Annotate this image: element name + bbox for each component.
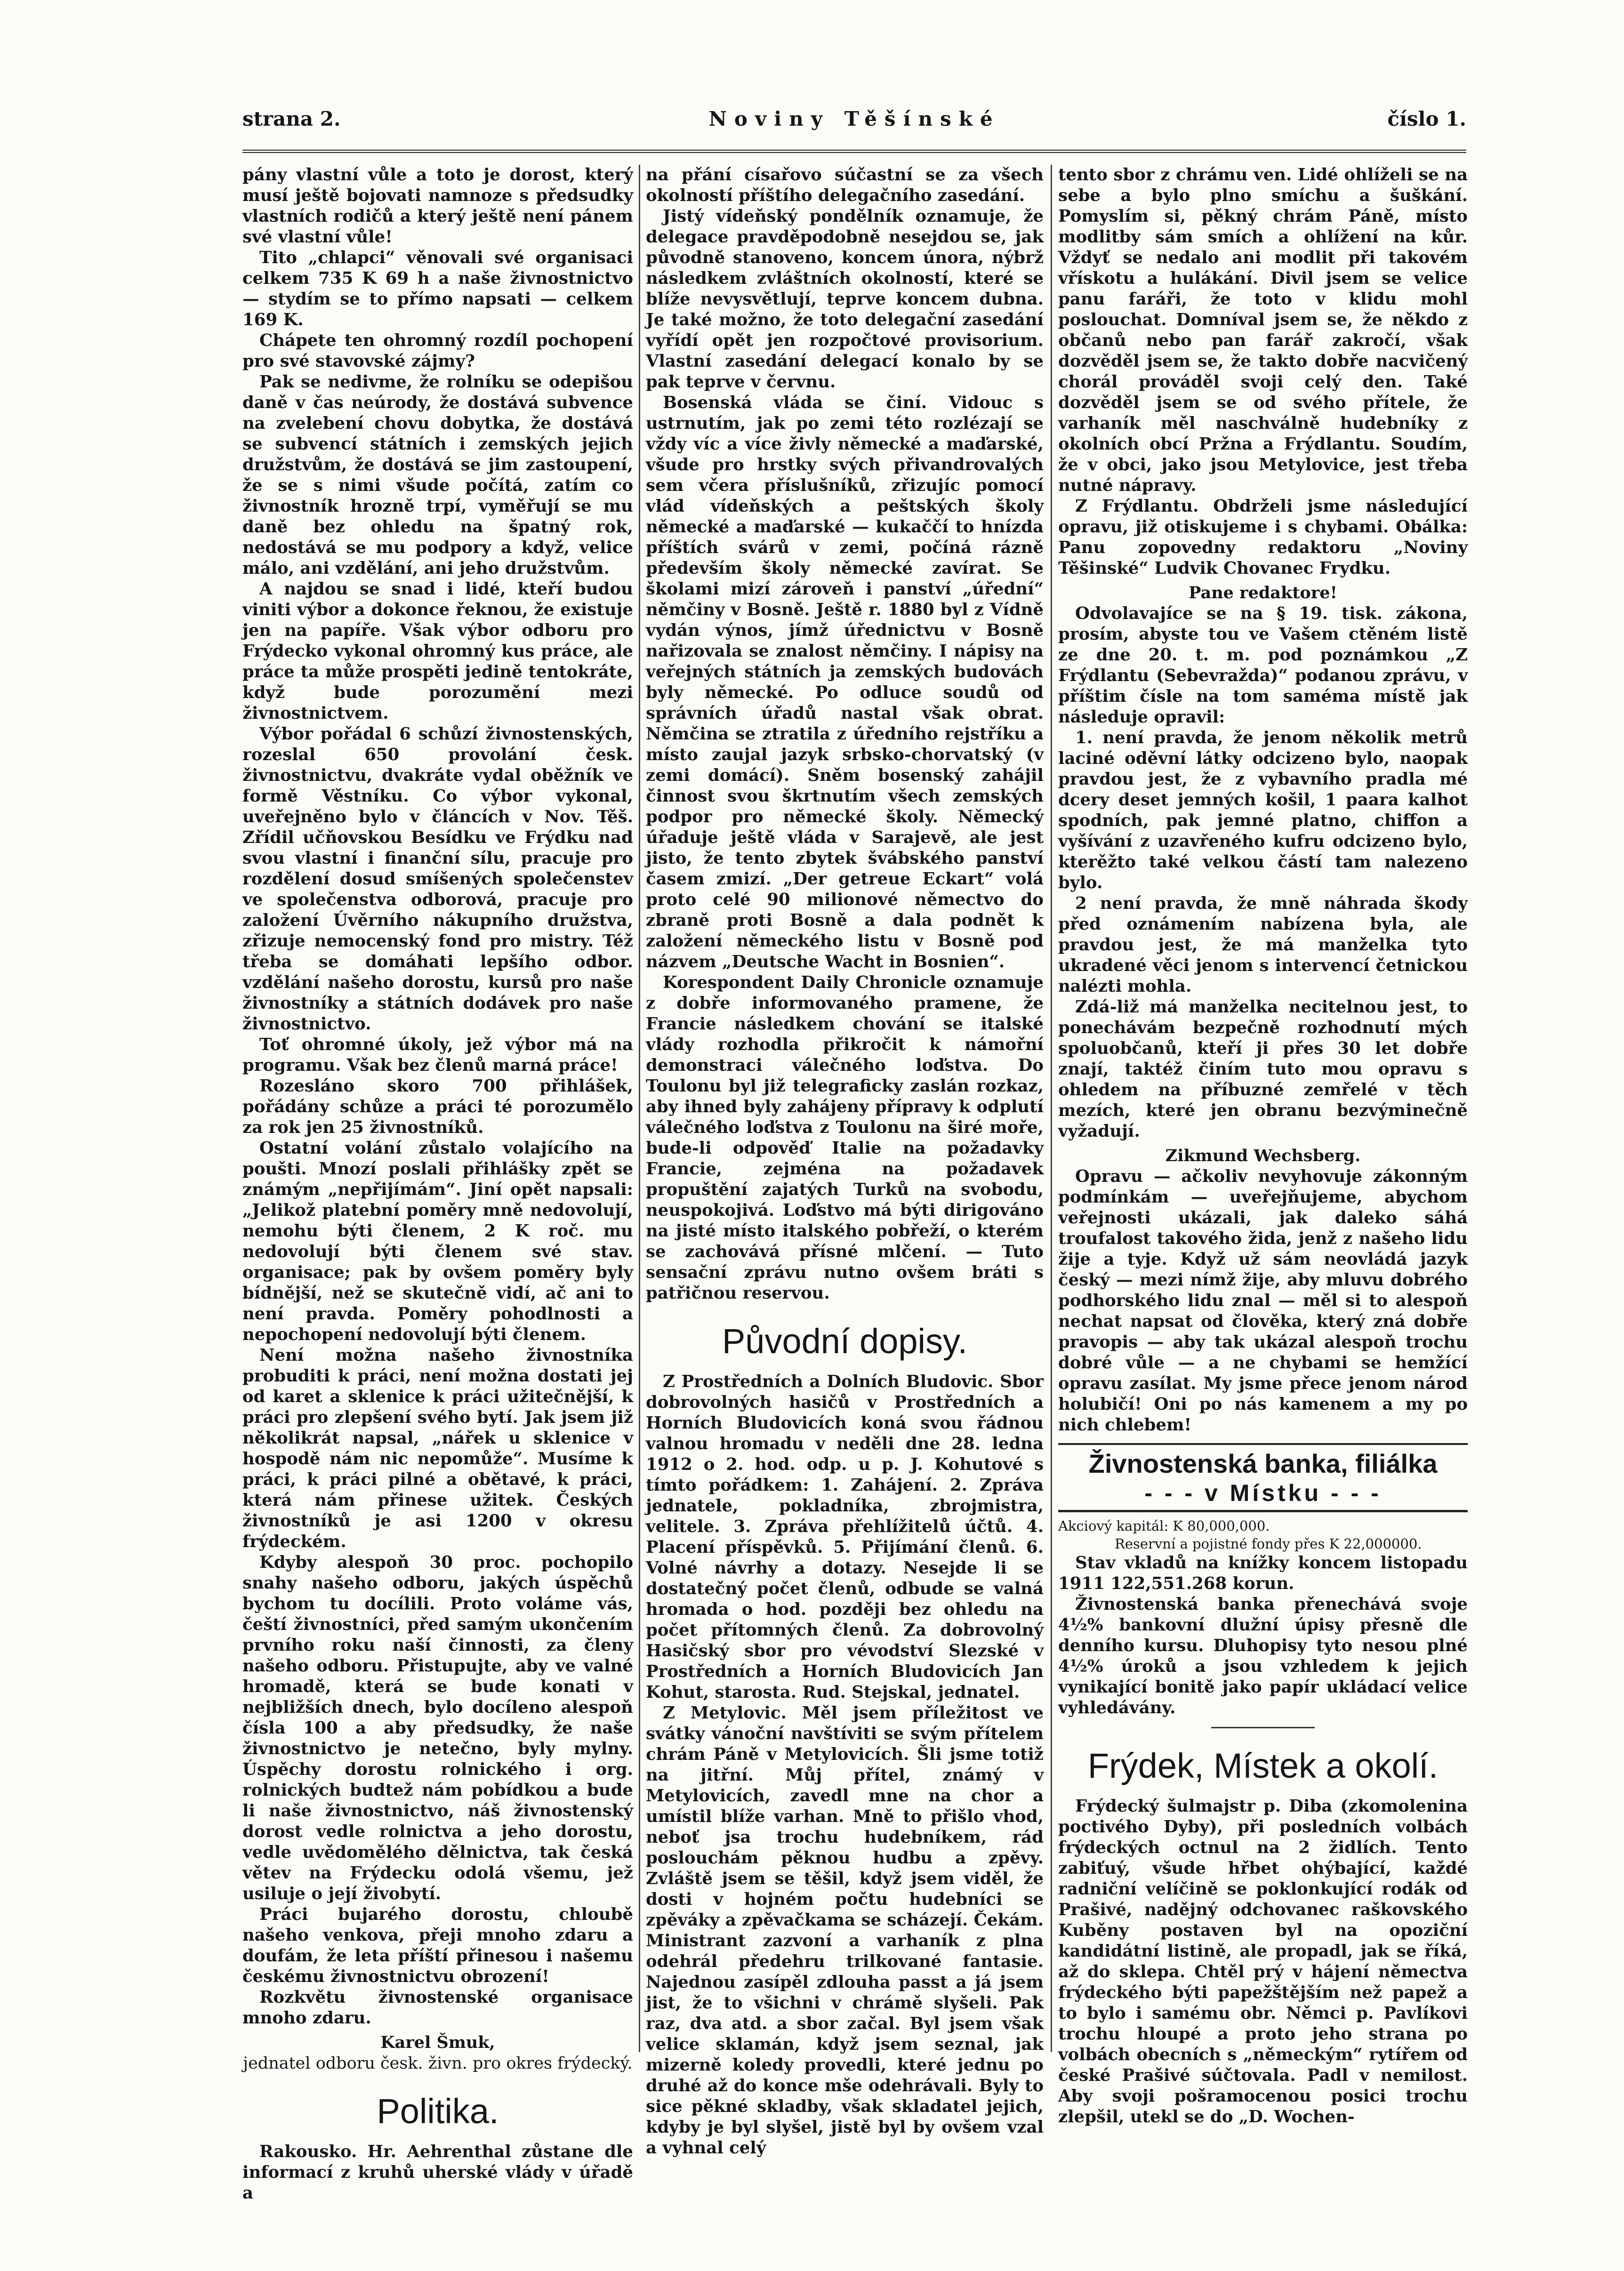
page-number: strana 2. bbox=[242, 107, 341, 130]
paragraph: Tito „chlapci“ věnovali své organisaci celkem 735 K 69 h a naše živnostnictvo — stydím se to přímo napsati — celkem 169 K. bbox=[242, 248, 633, 329]
paragraph: Zdá-liž má manželka necitelnou jest, to ponechávám bezpečně rozhodnutí mých spoluobčanů, kteří ji přes 30 let dobře znají, taktéž činím tuto mou opravu s ohledem na příbuzné zemřelé v těch mezích, které jen obranu bezvýminečně vyžadují. bbox=[1058, 997, 1468, 1141]
paragraph: tento sbor z chrámu ven. Lidé ohlíželi se na sebe a bylo plno smíchu a šuškání. Pomyslím si, pěkný chrám Páně, místo modlitby sám smích a ohlížení na kůr. Vždyť se nedalo ani modlit při takovém vřískotu a hulákání. Divil jsem se velice panu faráři, že toto v klidu mohl poslouchat. Domníval jsem se, že někdo z občanů nebo pan farář zakročí, však dozvěděl jsem se, že takto dobře nacvičený chorál prováděl svoji celý den. Také dozvěděl jsem se od svého přítele, že varhaník měl naschválně hudebníky z okolních obcí Pržna a Frýdlantu. Soudím, že v obci, jako jsou Metylovice, jest třeba nutné nápravy. bbox=[1058, 165, 1468, 495]
paragraph: pány vlastní vůle a toto je dorost, který musí ještě bojovati namnoze s předsudky vlastních rodičů a který ještě není pánem své vlastní vůle! bbox=[242, 165, 633, 247]
page-header bbox=[242, 107, 1466, 145]
author-role: jednatel odboru česk. živn. pro okres frýdecký. bbox=[243, 2054, 633, 2073]
section-divider bbox=[1211, 1727, 1315, 1728]
section-heading-puvodni-dopisy: Původní dopisy. bbox=[722, 1322, 968, 1361]
paragraph: Z Frýdlantu. Obdrželi jsme následující opravu, již otiskujeme i s chybami. Obálka: Panu zopovedny redaktoru „Noviny Těšinské“ Ludvik Chovanec Frydku. bbox=[1058, 497, 1468, 578]
header-rule bbox=[242, 150, 1466, 153]
paragraph: Chápete ten ohromný rozdíl pochopení pro své stavovské zájmy? bbox=[242, 331, 633, 371]
section-heading-politika: Politika. bbox=[377, 2092, 499, 2131]
newspaper-title: Noviny Těšínské bbox=[708, 107, 1000, 130]
paragraph: Bosenská vláda se činí. Vidouc s ustrnutím, jak po zemi této rozlézají se vždy víc a více živly německé a maďarské, všude pro hrstky svých přivandrovalých sem včera příslušníků, zřizujíc pomocí vlád vídeňských a peštských školy německé a maďarské — kukaččí to hnízda příštích svárů v zemi, počíná rázně především školy německé zavírat. Se školami mizí zároveň i panství „úřední“ němčiny v Bosně. Ještě r. 1880 byl z Vídně vydán výnos, jímž úřednictvu v Bosně nařizovala se znalost němčiny. I nápisy na veřejných státních ja zemských budovách byly německé. Po odluce soudů od správních úřadů nastal však obrat. Němčina se ztratila z úředního rejstříku a místo zaujal jazyk srbsko-chorvatský (v zemi domácí). Sněm bosenský zahájil činnost svou škrtnutím všech zemských podpor pro německé školy. Německý úřaduje ještě vláda v Sarajevě, ale jest jisto, že tento zbytek švábského panství časem zmizí. „Der getreue Eckart“ volá proto celé 90 milionové němectvo do zbraně proti Bosně a dala podnět k založení německého listu v Bosně pod názvem „Deutsche Wacht in Bosnien“. bbox=[646, 393, 1044, 971]
paragraph: Jistý vídeňský pondělník oznamuje, že delegace pravděpodobně nesejdou se, jak původně stanoveno, koncem února, nýbrž následkem zvláštních okolností, které se blíže nevysvětlují, teprve koncem dubna. Je také možno, že toto delegační zasedání vyřídí opět jen rozpočtové provisorium. Vlastní zasedání delegací konalo by se pak teprve v červnu. bbox=[646, 207, 1044, 392]
column-3 bbox=[1058, 165, 1468, 2127]
bank-capital: Akciový kapitál: K 80,000,000. bbox=[1058, 1518, 1270, 1534]
paragraph: Z Metylovic. Měl jsem příležitost ve svátky vánoční navštíviti se svým přítelem chrám Páně v Metylovicích. Šli jsme totiž na jitřní. Můj přítel, známý v Metylovicích, zavedl mne na chor a umístil blíže varhan. Mně to přišlo vhod, neboť jsa trochu hudebníkem, rád poslouchám pěknou hudbu a zpěvy. Zvláště jsem se těšil, když jsem viděl, že dosti v hojném počtu hudebníci se zpěváky a zpěvačkama se scházejí. Čekám. Ministrant zazvoní a varhaník z plna odehrál předehru trilkované fantasie. Najednou zasípěl zdlouha passt a já jsem jist, že to všichni v chrámě slyšeli. Pak raz, dva atd. a sbor začal. Byl jsem však velice sklamán, když jsem seznal, jak mizerně koledy provedli, které jednu po druhé až do konce mše odehrávali. Byly to sice pěkné skladby, však skladatel jejich, kdyby je byl slyšel, jistě byl by ovšem vzal a vyhnal celý bbox=[646, 1703, 1044, 2158]
paragraph: Živnostenská banka přenechává svoje 4½% bankovní dlužní úpisy přesně dle denního kursu. Dluhopisy tyto nesou plné 4½% úroků a jsou vzhledem k jejich vynikající bonitě jako papír ukládací velice vyhledávány. bbox=[1058, 1595, 1468, 1717]
paragraph: Toť ohromné úkoly, jež výbor má na programu. Však bez členů marná práce! bbox=[242, 1035, 633, 1075]
paragraph: na přání císařovo súčastní se za všech okolností příštího delegačního zasedání. bbox=[646, 165, 1044, 205]
paragraph: Stav vkladů na knížky koncem listopadu 1911 122,551.268 korun. bbox=[1058, 1553, 1468, 1593]
paragraph: A najdou se snad i lidé, kteří budou viniti výbor a dokonce řeknou, že existuje jen na papíře. Však výbor odboru pro Frýdecko vykonal ohromný kus práce, ale práce ta může prospěti jedině tentokráte, když bude porozumění mezi živnostnictvem. bbox=[242, 579, 633, 723]
paragraph: Rozkvětu živnostenské organisace mnoho zdaru. bbox=[242, 1988, 633, 2028]
author-signature: Karel Šmuk, bbox=[380, 2033, 495, 2052]
salutation: Pane redaktore! bbox=[1189, 583, 1337, 602]
letter-signature: Zikmund Wechsberg. bbox=[1165, 1146, 1361, 1165]
paragraph: Práci bujarého dorostu, chloubě našeho venkova, přeji mnoho zdaru a doufám, že leta příští přinesou i našemu českému živnostnictvu obrození! bbox=[242, 1905, 633, 1986]
paragraph: Rakousko. Hr. Aehrenthal zůstane dle informací z kruhů uherské vlády v úřadě a bbox=[242, 2142, 633, 2203]
section-heading-frydek: Frýdek, Místek a okolí. bbox=[1087, 1746, 1439, 1785]
bank-ad-title: Živnostenská banka, filiálka bbox=[1058, 1443, 1468, 1479]
column-2 bbox=[646, 165, 1044, 2158]
paragraph: Není možna našeho živnostníka probuditi k práci, není možna dostati jej od karet a sklenice k práci užitečnější, k práci pro zlepšení svého bytí. Jak jsem již několikrát napsal, „nářek u sklenice v hospodě nám nic nepomůže“. Musíme k práci, k práci pilné a obětavé, k práci, která nám přinese užitek. Českých živnostníků je asi 1200 v okresu frýdeckém. bbox=[242, 1346, 633, 1551]
issue-number: číslo 1. bbox=[1387, 107, 1466, 130]
paragraph: Opravu — ačkoliv nevyhovuje zákonným podmínkám — uveřejňujeme, abychom veřejnosti ukázali, jak daleko sáhá troufalost takového žida, jenž z našeho lidu žije a tyje. Když už sám neovládá jazyk český — mezi nímž žije, aby mluvu dobrého podhorského lidu znal — měl si to alespoň nechat napsat od člověka, který zná dobře pravopis — aby tak ukázal alespoň trochu dobré vůle — a ne chybami se hemžící opravu zasílat. My jsme přece jenom národ holubičí! Oni po nás kamenem a my po nich chlebem! bbox=[1058, 1167, 1468, 1435]
paragraph: 1. není pravda, že jenom několik metrů laciné oděvní látky odcizeno bylo, naopak pravdou jest, že z vybavního pradla mé dcery deset jemných košil, 1 paara kalhot spodních, pak jemné platno, chiffon a vyšívání z uzavřeného kufru odcizeno bylo, kterěžto také velkou částí tam nalezeno bylo. bbox=[1058, 728, 1468, 892]
paragraph: 2 není pravda, že mně náhrada škody před oznámením nabízena byla, ale pravdou jest, že má manželka tyto ukradené věci jenom s intervencí četnickou nalézti mohla. bbox=[1058, 894, 1468, 996]
paragraph: Frýdecký šulmajstr p. Diba (zkomolenina poctivého Dyby), při posledních volbách frýdeckých octnul na 2 židlích. Tento zabiťuý, všude hřbet ohýbající, každé radniční velíčině se poklonkující rodák od Prašivé, nadějný odchovanec raškovského Kuběny postaven byl na opoziční kandidátní listině, ale propadl, jak se říká, až do sklepa. Chtěl prý v hájení němectva frýdeckého býti papežštějším než papež a to bylo i samému obr. Němci p. Pavlíkovi trochu hloupé a proto jeho strana po volbách obecních s „německým“ rytířem od české Prašivé súčtovala. Padl v nemilost. Aby svoji pošramocenou posici trochu zlepšil, utekl se do „D. Wochen- bbox=[1058, 1797, 1468, 2127]
paragraph: Z Prostředních a Dolních Bludovic. Sbor dobrovolných hasičů v Prostředních a Horních Bludovicích koná svou řádnou valnou hromadu v neděli dne 28. ledna 1912 o 2. hod. odp. u p. J. Kohutové s tímto pořádkem: 1. Zahájení. 2. Zpráva jednatele, pokladníka, zbrojmistra, velitele. 3. Zpráva přehlížitelů účtů. 4. Placení příspěvků. 5. Přijímání členů. 6. Volné návrhy a dotazy. Nesejde li se dostatečný počet členů, odbude se valná hromada o hod. později bez ohledu na počet přítomných členů. Za dobrovolný Hasičský sbor pro vévodství Slezské v Prostředních a Horních Bludovicích Jan Kohut, starosta. Rud. Stejskal, jednatel. bbox=[646, 1372, 1044, 1702]
bank-ad-location: - - - v Místku - - - bbox=[1058, 1479, 1468, 1512]
paragraph: Výbor pořádal 6 schůzí živnostenských, rozeslal 650 provolání česk. živnostnictvu, dvakráte vydal oběžník ve formě Věstníku. Co výbor vykonal, uveřejněno bylo v článcích v Nov. Těš. Zřídil učňovskou Besídku ve Frýdku nad svou vlastní i finanční sílu, pracuje pro rozdělení dosud smíšených společenstev ve společenstva odborová, pracuje pro založení Úvěrního nákupního družstva, zřizuje nemocenský fond pro mistry. Též třeba se domáhati lepšího odbor. vzdělání našeho dorostu, kursů pro naše živnostníky a státních dodávek pro naše živnostnictvo. bbox=[242, 724, 633, 1034]
column-divider bbox=[1051, 165, 1052, 2052]
bank-reserve: Reservní a pojistné fondy přes K 22,000000. bbox=[1115, 1536, 1422, 1552]
paragraph: Korespondent Daily Chronicle oznamuje z dobře informovaného pramene, že Francie následkem chování se italské vlády rozhodla přikročit k námořní demonstraci válečného loďstva. Do Toulonu byl již telegraficky zaslán rozkaz, aby ihned byly zahájeny přípravy k odplutí válečného loďstva z Toulonu na širé moře, bude-li odpověď Italie na požadavky Francie, zejména na požadavek propuštění zajatých Turků na svobodu, neuspokojivá. Loďstvo má býti dirigováno na jisté místo italského pobřeží, o kterém se zachovává přísné mlčení. — Tuto sensační zprávu nutno ovšem bráti s patřičnou reservou. bbox=[646, 973, 1044, 1303]
paragraph: Rozesláno skoro 700 přihlášek, pořádány schůze a práci té porozumělo za rok jen 25 živnostníků. bbox=[242, 1076, 633, 1137]
paragraph: Odvolavajíce se na § 19. tisk. zákona, prosím, abyste tou ve Vašem ctěném listě ze dne 20. t. m. pod poznámkou „Z Frýdlantu (Sebevražda)“ podanou zprávu, v příštim čísle na tom saméma místě jak následuje opravil: bbox=[1058, 604, 1468, 727]
paragraph: Pak se nedivme, že rolníku se odepišou daně v čas neúrody, že dostává subvence na zvelebení chovu dobytka, že dostává se subvencí státních i zemských jejich družstvům, že dostává se jim zastoupení, že se s nimi všude počítá, zatím co živnostník hrozně trpí, vyměřují se mu daně bez ohledu na špatný rok, nedostává se mu podpory a když, velice málo, ani vzdělání, ani jeho družstvům. bbox=[242, 372, 633, 578]
paragraph: Ostatní volání zůstalo volajícího na poušti. Mnozí poslali přihlášky zpět se známým „nepřijímám“. Jiní opět napsali: „Jelikož platební poměry mně nedovolují, nemohu býti členem, 2 K roč. mu nedovolují býti členem své stav. organisace; pak by ovšem poměry byly bídnější, než se skutečně vidí, ač ani to není pravda. Poměry pohodlnosti a nepochopení nedovolují býti členem. bbox=[242, 1139, 633, 1344]
column-1 bbox=[242, 165, 633, 2203]
paragraph: Kdyby alespoň 30 proc. pochopilo snahy našeho odboru, jakých úspěchů bychom tu docílili. Proto voláme vás, čeští živnostníci, před samým ukončením prvního roku naší činnosti, za členy našeho odboru. Přistupujte, aby ve valné hromadě, která se bude konati v nejbližších dnech, bylo docíleno alespoň čísla 100 a aby předsudky, že naše živnostnictvo je netečno, byly mylny. Úspěchy dorostu rolnického i org. rolnických budtež nám pobídkou a bude li naše živnostnictvo, náš živnostenský dorost vedle rolnictva a jeho dorostu, vedle uvědomělého dělnictva, tak česká větev na Frýdecku odolá všemu, jež usiluje o její živobytí. bbox=[242, 1553, 633, 1903]
column-divider bbox=[639, 165, 640, 2052]
